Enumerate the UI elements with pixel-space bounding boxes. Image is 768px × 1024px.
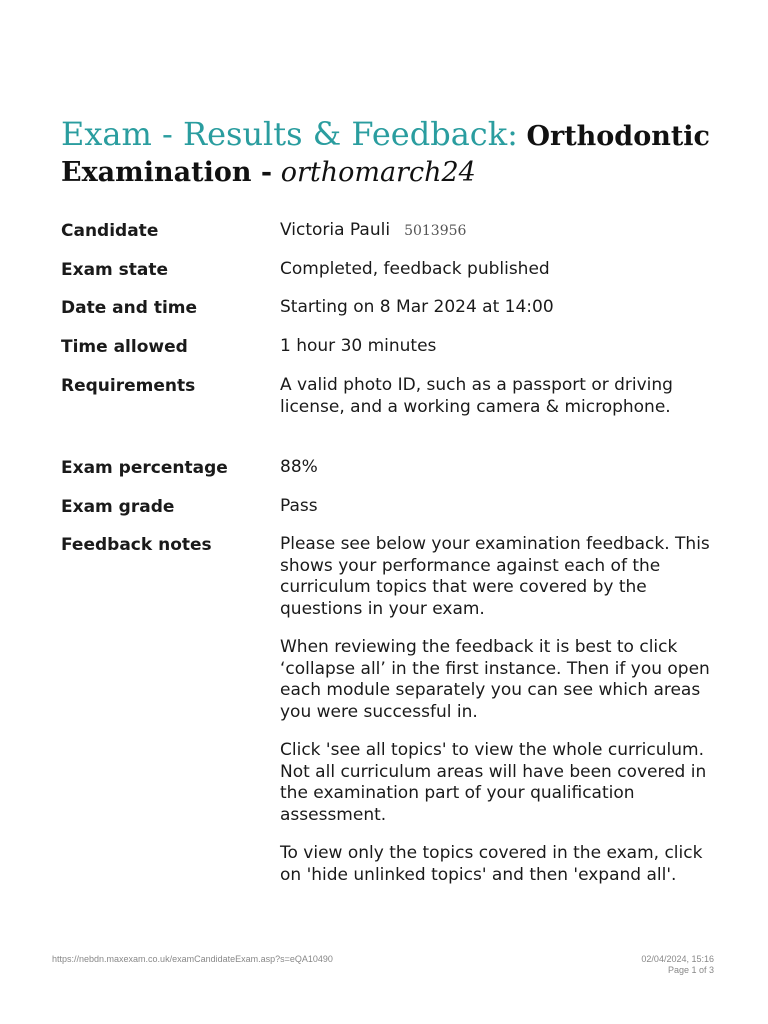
time-allowed-label: Time allowed xyxy=(61,337,188,357)
candidate-value xyxy=(280,220,720,243)
date-time-label: Date and time xyxy=(61,298,198,318)
feedback-notes-value xyxy=(280,534,720,903)
footer-meta xyxy=(641,954,714,976)
feedback-paragraph: Click 'see all topics' to view the whole curriculum. Not all curriculum areas will have been covered in the examination part of your qualification assessment. xyxy=(280,740,707,825)
exam-percentage-label: Exam percentage xyxy=(61,458,228,478)
footer-url: https://nebdn.maxexam.co.uk/examCandidateExam.asp?s=eQA10490 xyxy=(52,954,333,964)
exam-state-label: Exam state xyxy=(61,260,169,280)
feedback-notes-label: Feedback notes xyxy=(61,535,212,555)
title-prefix: Exam - Results & Feedback: xyxy=(61,115,518,153)
feedback-paragraph: Please see below your examination feedback. This shows your performance against each of the curriculum topics that were covered by the questions in your exam. xyxy=(280,534,710,619)
exam-grade-label: Exam grade xyxy=(61,497,175,517)
candidate-name: Victoria Pauli xyxy=(280,220,391,240)
date-time-value: Starting on 8 Mar 2024 at 14:00 xyxy=(280,297,554,317)
exam-state-value: Completed, feedback published xyxy=(280,259,550,279)
time-allowed-value: 1 hour 30 minutes xyxy=(280,336,437,356)
page-title xyxy=(61,116,741,191)
candidate-label: Candidate xyxy=(61,221,159,241)
footer-page-number: Page 1 of 3 xyxy=(667,965,714,975)
candidate-id: 5013956 xyxy=(404,223,467,239)
exam-grade-value: Pass xyxy=(280,496,318,516)
exam-percentage-value: 88% xyxy=(280,457,318,477)
requirements-value: A valid photo ID, such as a passport or driving license, and a working camera & microphone. xyxy=(280,375,673,417)
exam-code: orthomarch24 xyxy=(280,157,476,188)
exam-name: Orthodontic Examination - xyxy=(61,121,710,188)
requirements-label: Requirements xyxy=(61,376,196,396)
feedback-paragraph: When reviewing the feedback it is best to click ‘collapse all’ in the first instance. Then if you open each module separately you can see which areas you were successful in. xyxy=(280,637,710,722)
feedback-paragraph: To view only the topics covered in the exam, click on 'hide unlinked topics' and then 'expand all'. xyxy=(280,843,703,885)
footer-datetime: 02/04/2024, 15:16 xyxy=(641,954,714,964)
